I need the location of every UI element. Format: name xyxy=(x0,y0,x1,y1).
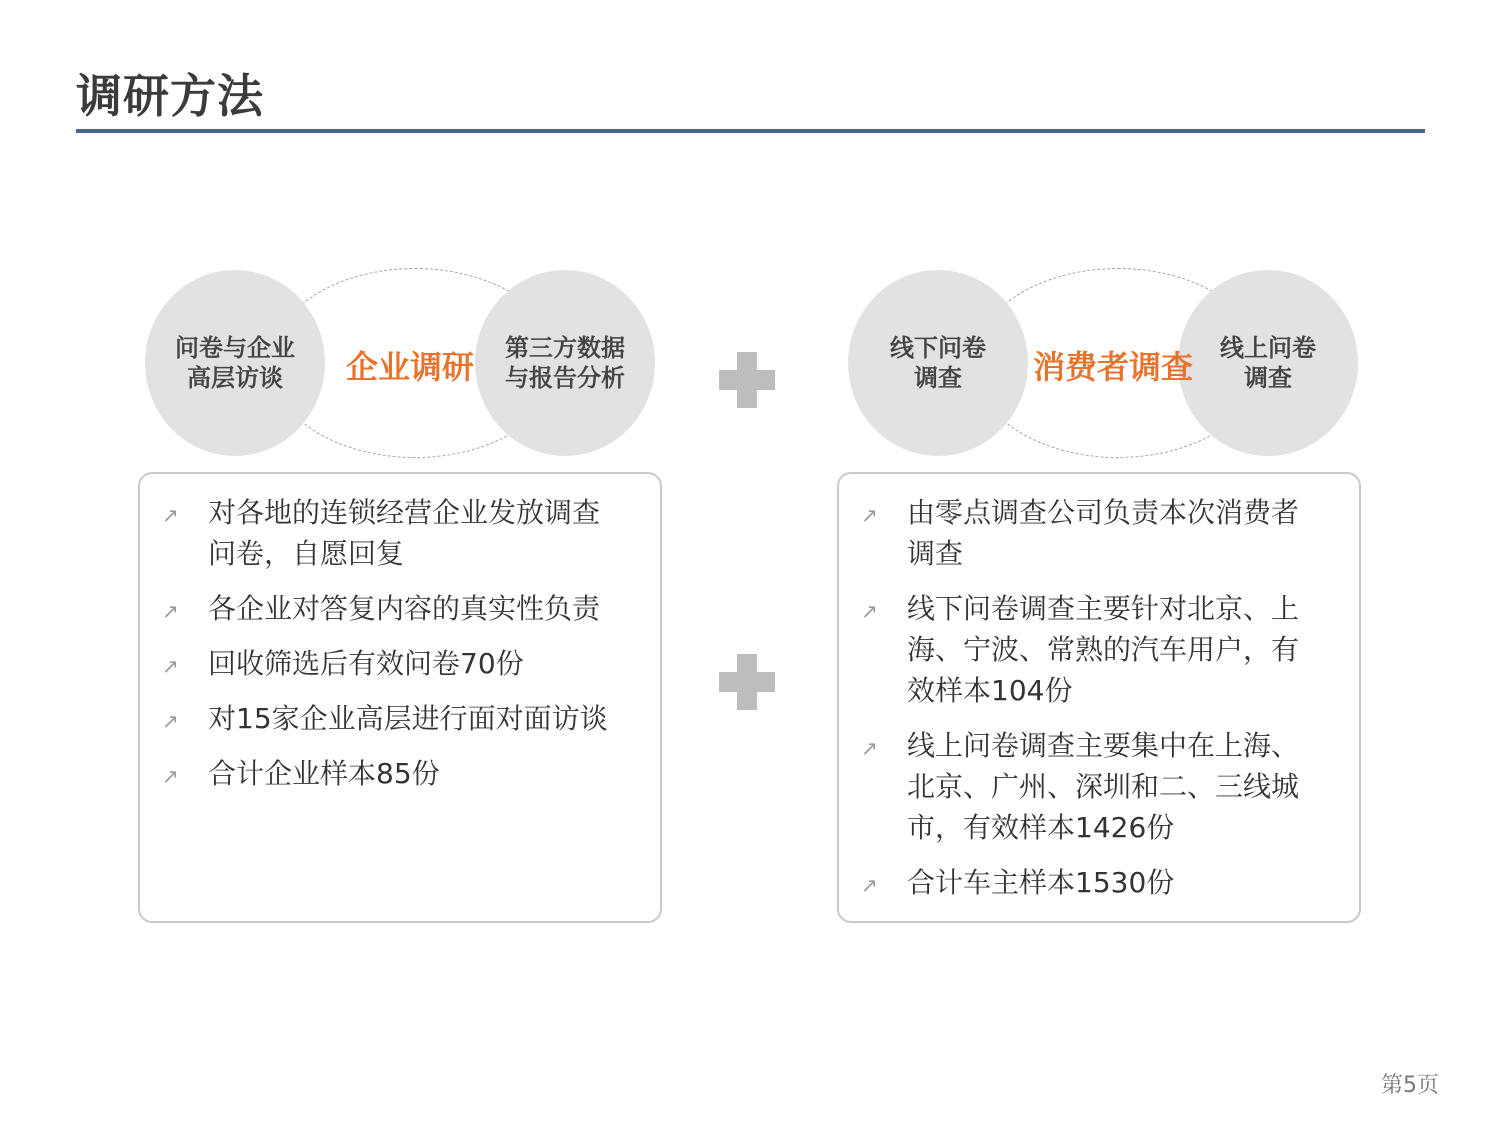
enterprise-research-label: 企业调研 xyxy=(345,348,474,386)
list-item-text: 对各地的连锁经营企业发放调查问卷，自愿回复 xyxy=(208,496,601,570)
plus-icon xyxy=(719,352,775,408)
circle-text-line: 问卷与企业 xyxy=(175,334,295,362)
consumer-survey-label: 消费者调查 xyxy=(1032,348,1193,386)
list-item xyxy=(162,753,620,794)
arrow-up-right-icon: ↗ xyxy=(162,764,179,788)
circle-text-line: 线下问卷 xyxy=(890,334,986,362)
circle-text-line: 线上问卷 xyxy=(1220,334,1316,362)
list-item-text: 回收筛选后有效问卷70份 xyxy=(208,647,524,680)
arrow-up-right-icon: ↗ xyxy=(861,503,878,527)
consumer-survey-details xyxy=(837,472,1361,923)
list-item xyxy=(162,643,620,684)
arrow-up-right-icon: ↗ xyxy=(162,599,179,623)
enterprise-research-details xyxy=(138,472,662,923)
circle-text-line: 第三方数据 xyxy=(505,334,625,362)
list-item xyxy=(861,862,1319,903)
arrow-up-right-icon: ↗ xyxy=(861,599,878,623)
page-number: 第5页 xyxy=(1381,1073,1439,1098)
list-item xyxy=(162,492,620,574)
circle-text-line: 与报告分析 xyxy=(505,364,625,392)
list-item xyxy=(162,588,620,629)
enterprise-research-diagram xyxy=(140,268,680,458)
list-item-text: 对15家企业高层进行面对面访谈 xyxy=(208,702,608,735)
list-item xyxy=(861,725,1319,848)
list-item xyxy=(861,588,1319,711)
list-item-text: 线下问卷调查主要针对北京、上海、宁波、常熟的汽车用户，有效样本104份 xyxy=(907,592,1300,707)
arrow-up-right-icon: ↗ xyxy=(861,873,878,897)
plus-icon xyxy=(719,654,775,710)
circle-text-line: 调查 xyxy=(1244,364,1292,392)
circle-text-line: 高层访谈 xyxy=(187,364,283,392)
list-item xyxy=(162,698,620,739)
title-divider xyxy=(76,129,1425,133)
consumer-survey-diagram xyxy=(843,268,1383,458)
list-item-text: 线上问卷调查主要集中在上海、北京、广州、深圳和二、三线城市，有效样本1426份 xyxy=(907,729,1300,844)
circle-text-line: 调查 xyxy=(914,364,962,392)
list-item-text: 各企业对答复内容的真实性负责 xyxy=(208,592,601,625)
arrow-up-right-icon: ↗ xyxy=(162,709,179,733)
arrow-up-right-icon: ↗ xyxy=(162,503,179,527)
list-item-text: 合计车主样本1530份 xyxy=(907,866,1175,899)
arrow-up-right-icon: ↗ xyxy=(162,654,179,678)
list-item xyxy=(861,492,1319,574)
arrow-up-right-icon: ↗ xyxy=(861,736,878,760)
list-item-text: 合计企业样本85份 xyxy=(208,757,440,790)
page-title: 调研方法 xyxy=(76,69,264,123)
list-item-text: 由零点调查公司负责本次消费者调查 xyxy=(907,496,1300,570)
